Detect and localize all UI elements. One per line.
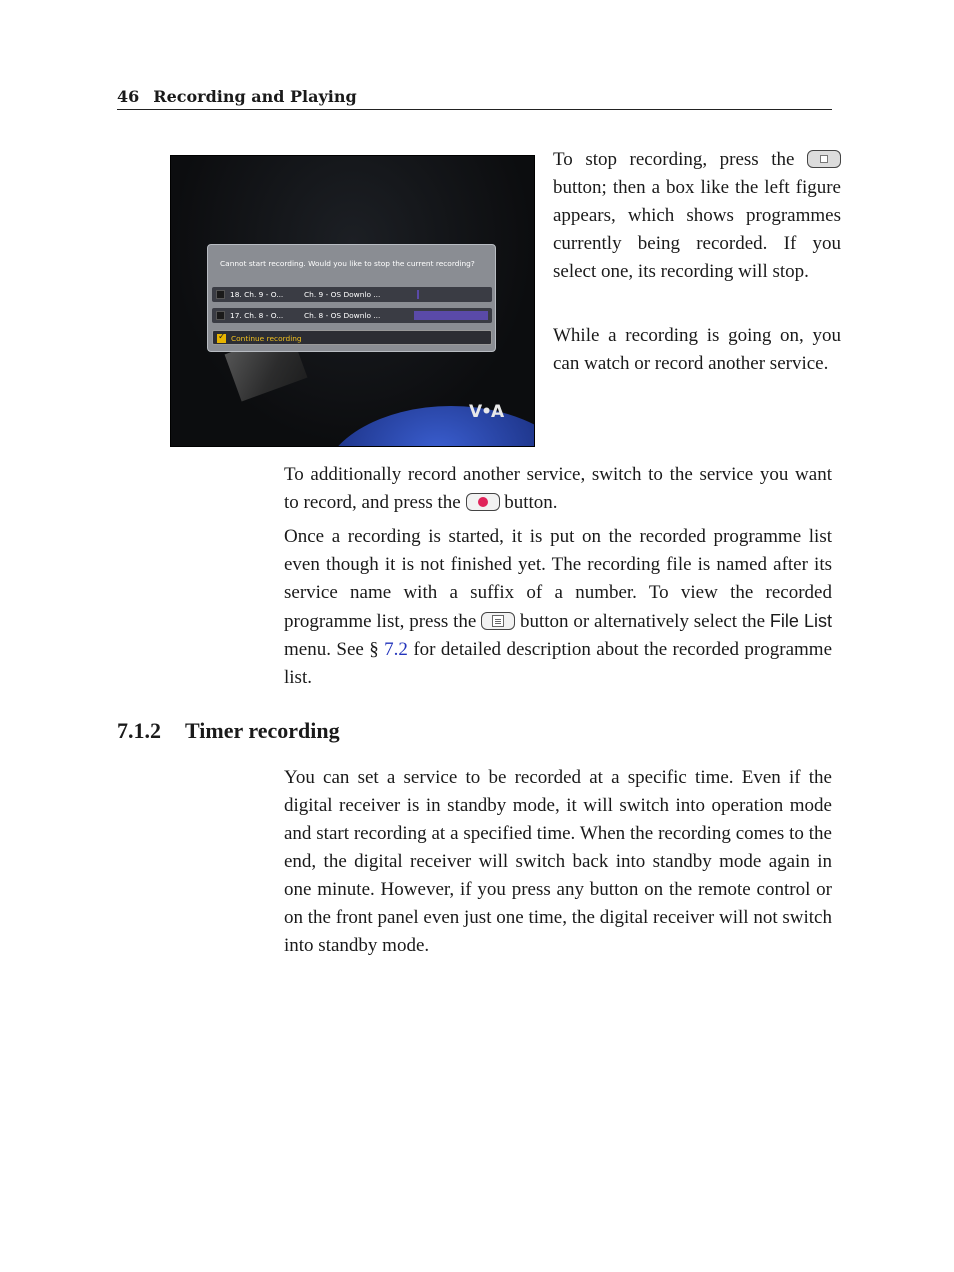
para4-text-after-menu: menu. See §: [284, 639, 385, 660]
para3-text-after: button.: [499, 492, 558, 513]
recording-progress-bar: [414, 311, 488, 320]
section-number: 7.1.2: [117, 718, 161, 743]
file-list-menu-name: File List: [769, 611, 832, 631]
para4-text-before: Once a recording is started, it is put on the recorded programme list even though it is not finished yet. The recording file is named after its service name with a suffix of a number. To view the recorded programme list, press the: [284, 526, 832, 632]
recording-progress-bar: [417, 290, 419, 299]
page-header: [117, 87, 832, 110]
recording-number: 17. Ch. 8 - O...: [230, 311, 284, 320]
para3-text-before: To additionally record another service, switch to the service you want to record, and press the: [284, 464, 832, 513]
recording-service: Ch. 8 - OS Downlo ...: [304, 311, 381, 320]
para4-text-end: for detailed description about the recorded programme list.: [284, 639, 832, 688]
paragraph-stop-recording: [553, 146, 841, 286]
continue-recording-option[interactable]: [212, 330, 492, 345]
channel-logo: V•A: [469, 402, 504, 422]
checkbox-icon[interactable]: [216, 311, 225, 320]
paragraph-additional-record: [284, 461, 832, 517]
section-reference-link[interactable]: 7.2: [384, 639, 408, 660]
recording-dialog-screenshot: [170, 155, 535, 447]
continue-label: Continue recording: [231, 334, 302, 343]
stop-recording-dialog: [207, 244, 496, 352]
page-number: 46: [117, 87, 140, 106]
paragraph-timer-recording: You can set a service to be recorded at a specific time. Even if the digital receiver is in standby mode, it will switch into operation mode and start recording at a specified time. When the recording comes to the end, the digital receiver will switch back into standby mode again in one minute. However, if you press any button on the remote control or on the front panel even just one time, the digital receiver will not switch into standby mode.: [284, 767, 832, 956]
checked-checkbox-icon[interactable]: [217, 334, 226, 343]
paragraph-recorded-list: [284, 523, 832, 692]
recording-row[interactable]: [212, 308, 492, 323]
checkbox-icon[interactable]: [216, 290, 225, 299]
dialog-message: Cannot start recording. Would you like to stop the current recording?: [220, 259, 475, 268]
recording-service: Ch. 9 - OS Downlo ...: [304, 290, 381, 299]
recording-number: 18. Ch. 9 - O...: [230, 290, 284, 299]
stop-button-icon: [807, 150, 841, 168]
recording-row[interactable]: [212, 287, 492, 302]
list-button-icon: [481, 612, 515, 630]
paragraph-while-recording: While a recording is going on, you can watch or record another service.: [553, 325, 841, 374]
para4-text-mid: button or alternatively select the: [515, 611, 770, 632]
section-heading: [117, 718, 340, 744]
chapter-title: Recording and Playing: [153, 87, 357, 106]
para1-text-after: button; then a box like the left figure appears, which shows programmes currently being recorded. If you select one, its recording will stop.: [553, 177, 841, 282]
section-title: Timer recording: [185, 718, 340, 743]
para1-text-before: To stop recording, press the: [553, 149, 807, 170]
record-button-icon: [466, 493, 500, 511]
